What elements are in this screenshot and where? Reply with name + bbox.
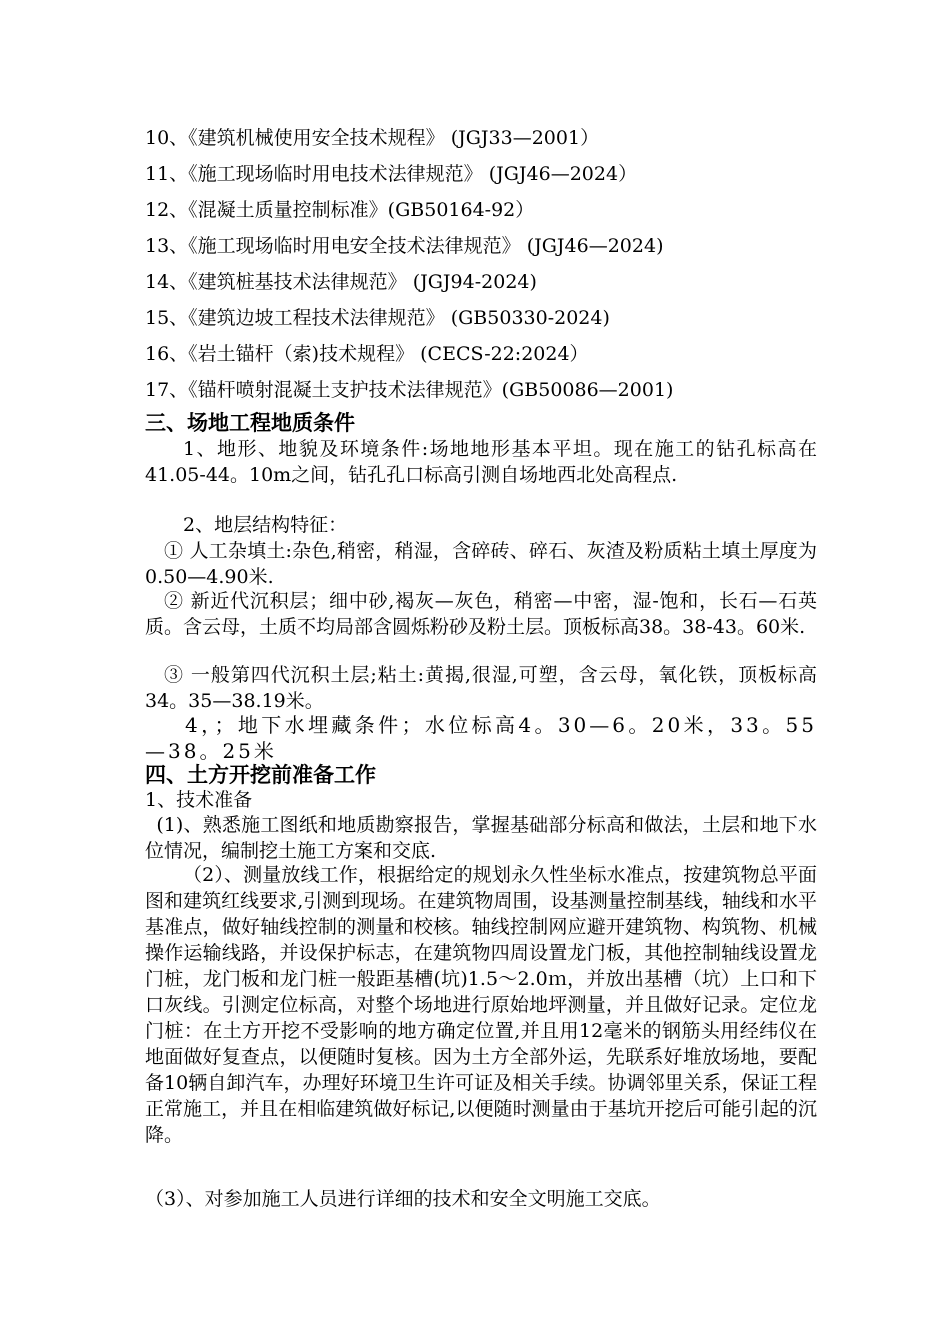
paragraph-survey: （2）、测量放线工作，根据给定的规划永久性坐标水准点，按建筑物总平面图和建筑红线要求,引测到现场。在建筑物周围，设基测量控制基线，轴线和水平基准点，做好轴线控制的测量和校核。轴线控制网应避开建筑物、构筑物、机械操作运输线路，并设保护标志，在建筑物四周设置龙门板，其他控制轴线设置龙门桩，龙门板和龙门桩一般距基槽(坑)1.5～2.0ｍ，并放出基槽（坑）上口和下口灰线。引测定位标高，对整个场地进行原始地坪测量，并且做好记录。定位龙门桩：在土方开挖不受影响的地方确定位置,并且用12毫米的钢筋头用经纬仪在地面做好复查点，以便随时复核。因为土方全部外运，先联系好堆放场地，要配备10辆自卸汽车，办理好环境卫生许可证及相关手续。协调邻里关系，保证工程正常施工，并且在相临建筑做好标记,以便随时测量由于基坑开挖后可能引起的沉降。 (145, 864, 817, 1146)
standard-item: 11、《施工现场临时用电技术法律规范》 (JGJ46—2024） (145, 163, 638, 185)
standard-item: 16、《岩土锚杆（索)技术规程》 (CECS-22:2024） (145, 343, 589, 365)
standard-item: 15、《建筑边坡工程技术法律规范》 (GB50330-2024) (145, 307, 610, 329)
paragraph-drawings: (1)、熟悉施工图纸和地质勘察报告，掌握基础部分标高和做法，土层和地下水位情况，编制挖土施工方案和交底. (145, 814, 817, 862)
paragraph-quaternary-layer: ③ 一般第四代沉积土层;粘土:黄揭,很湿,可塑，含云母，氧化铁，顶板标高34。35—38.19米。 (145, 664, 817, 712)
paragraph-strata-title: 2、地层结构特征： (183, 514, 348, 536)
standard-item: 17、《锚杆喷射混凝土支护技术法律规范》(GB50086—2001) (145, 379, 674, 401)
subheading-technical: 1、技术准备 (145, 789, 253, 811)
section-heading-geology: 三、场地工程地质条件 (145, 411, 355, 435)
standard-item: 13、《施工现场临时用电安全技术法律规范》 (JGJ46—2024) (145, 235, 664, 257)
paragraph-briefing: （3）、对参加施工人员进行详细的技术和安全文明施工交底。 (145, 1188, 661, 1210)
standard-item: 12、《混凝土质量控制标准》(GB50164-92） (145, 199, 535, 221)
paragraph-groundwater: 4，；地下水埋藏条件；水位标高4。30—6。20米，33。55—38。25米 (145, 713, 817, 763)
paragraph-fill-layer: ① 人工杂填土:杂色,稍密，稍湿，含碎砖、碎石、灰渣及粉质粘土填土厚度为0.50—4.90米. (145, 540, 817, 588)
standard-item: 14、《建筑桩基技术法律规范》 (JGJ94-2024) (145, 271, 537, 293)
standard-item: 10、《建筑机械使用安全技术规程》 (JGJ33—2001） (145, 127, 600, 149)
paragraph-terrain: 1、地形、地貌及环境条件:场地地形基本平坦。现在施工的钻孔标高在41.05-44。10m之间，钻孔孔口标高引测自场地西北处高程点. (145, 438, 817, 486)
paragraph-recent-deposit: ② 新近代沉积层；细中砂,褐灰—灰色，稍密—中密，湿-饱和，长石—石英质。含云母，土质不均局部含圆烁粉砂及粉土层。顶板标高38。38-43。60米. (145, 590, 817, 638)
section-heading-preparation: 四、土方开挖前准备工作 (145, 763, 376, 787)
